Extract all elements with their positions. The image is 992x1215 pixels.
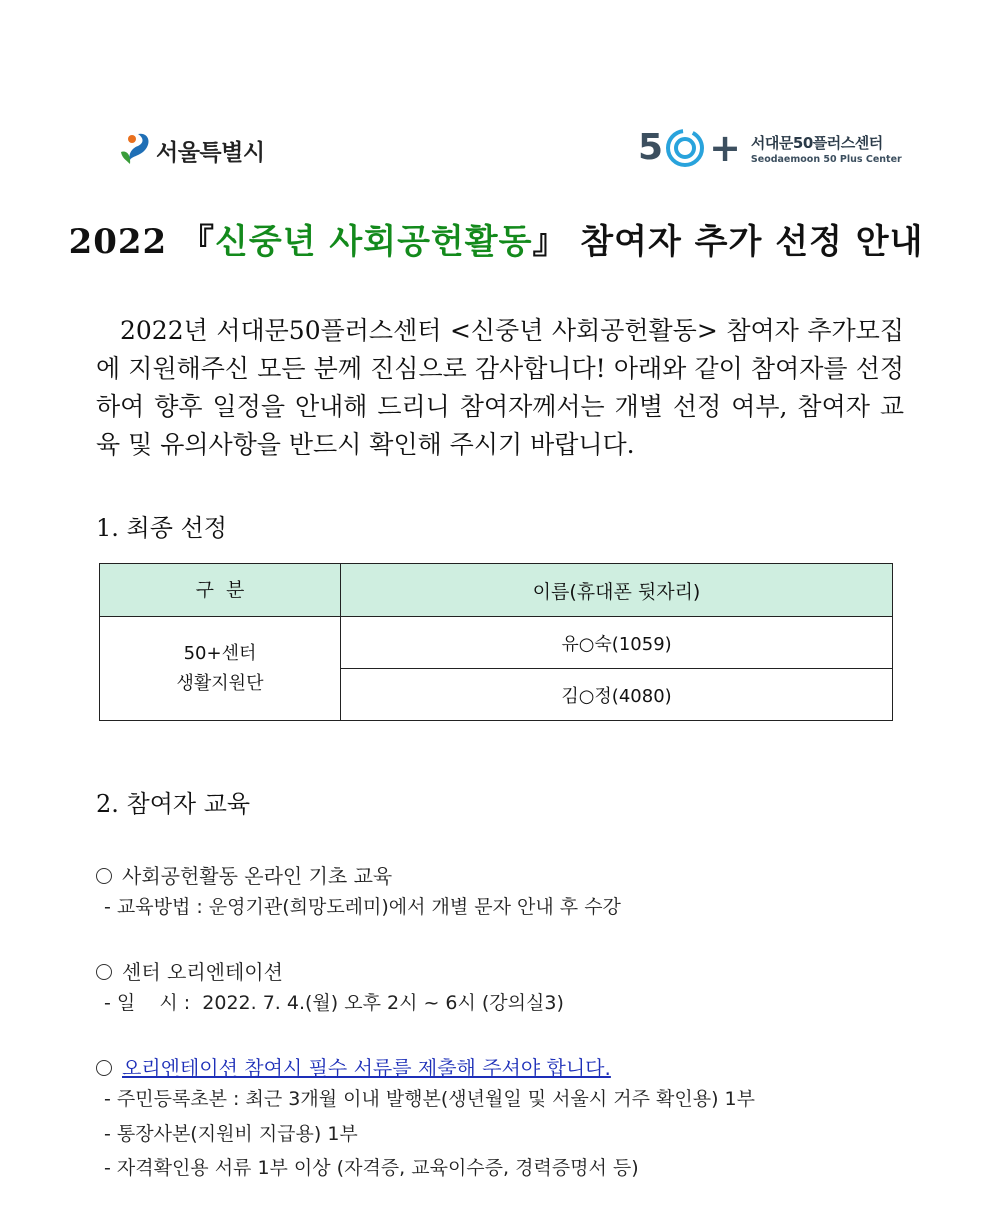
table-row — [100, 617, 893, 669]
item2-detail: - 일 시 : 2022. 7. 4.(월) 오후 2시 ~ 6시 (강의실3) — [104, 992, 564, 1014]
group-line1: 50+센터 — [183, 642, 257, 664]
circle-bullet-icon — [96, 868, 112, 884]
circle-bullet-icon — [96, 964, 112, 980]
name-cell: 김○정(4080) — [341, 669, 893, 721]
seoul-emblem-icon — [118, 130, 154, 170]
item3-detail-1: - 주민등록초본 : 최근 3개월 이내 발행본(생년월일 및 서울시 거주 확인용) 1부 — [104, 1088, 755, 1110]
item3-detail-3: - 자격확인용 서류 1부 이상 (자격증, 교육이수증, 경력증명서 등) — [104, 1157, 639, 1179]
list-item — [96, 860, 392, 889]
center-logo-digit: 5 — [638, 127, 664, 168]
seoul-logo — [118, 128, 265, 172]
page-title — [0, 214, 992, 263]
item1-text: 사회공헌활동 온라인 기초 교육 — [122, 864, 393, 888]
title-suffix: 』 참여자 추가 선정 안내 — [532, 222, 924, 262]
center-name-en: Seodaemoon 50 Plus Center — [750, 153, 902, 165]
header-category: 구 분 — [100, 564, 341, 617]
center-ring-icon — [665, 128, 705, 168]
item3-detail-2: - 통장사본(지원비 지급용) 1부 — [104, 1123, 358, 1145]
item3-notice: 오리엔테이션 참여시 필수 서류를 제출해 주셔야 합니다. — [122, 1056, 611, 1080]
list-item — [96, 1052, 611, 1081]
item2-text: 센터 오리엔테이션 — [122, 960, 283, 984]
intro-text: 2022년 서대문50플러스센터 <신중년 사회공헌활동> 참여자 추가모집에 지원해주신 모든 분께 진심으로 감사합니다! 아래와 같이 참여자를 선정하여 향후 일정을 안내해 드리니 참여자께서는 개별 선정 여부, 참여자 교육 및 유의사항을 반드시 확인해 주시기 바랍니다. — [96, 316, 904, 459]
intro-paragraph — [96, 312, 904, 464]
item1-detail: - 교육방법 : 운영기관(희망도레미)에서 개별 문자 안내 후 수강 — [104, 896, 621, 918]
center-logo — [638, 125, 902, 171]
table-header-row — [100, 564, 893, 617]
center-name-ko: 서대문50플러스센터 — [750, 133, 883, 152]
section2-heading: 2. 참여자 교육 — [96, 790, 251, 818]
name-cell: 유○숙(1059) — [341, 617, 893, 669]
section1-heading: 1. 최종 선정 — [96, 514, 227, 542]
selection-table — [99, 563, 893, 721]
list-item — [96, 956, 283, 985]
title-highlight: 신중년 사회공헌활동 — [215, 222, 533, 262]
group-line2: 생활지원단 — [176, 672, 264, 694]
circle-bullet-icon — [96, 1060, 112, 1076]
group-cell — [100, 617, 341, 721]
center-logo-plus: + — [709, 126, 741, 170]
seoul-logo-text: 서울특별시 — [156, 139, 265, 166]
header-name: 이름(휴대폰 뒷자리) — [341, 564, 893, 617]
title-prefix: 2022 『 — [68, 222, 216, 262]
